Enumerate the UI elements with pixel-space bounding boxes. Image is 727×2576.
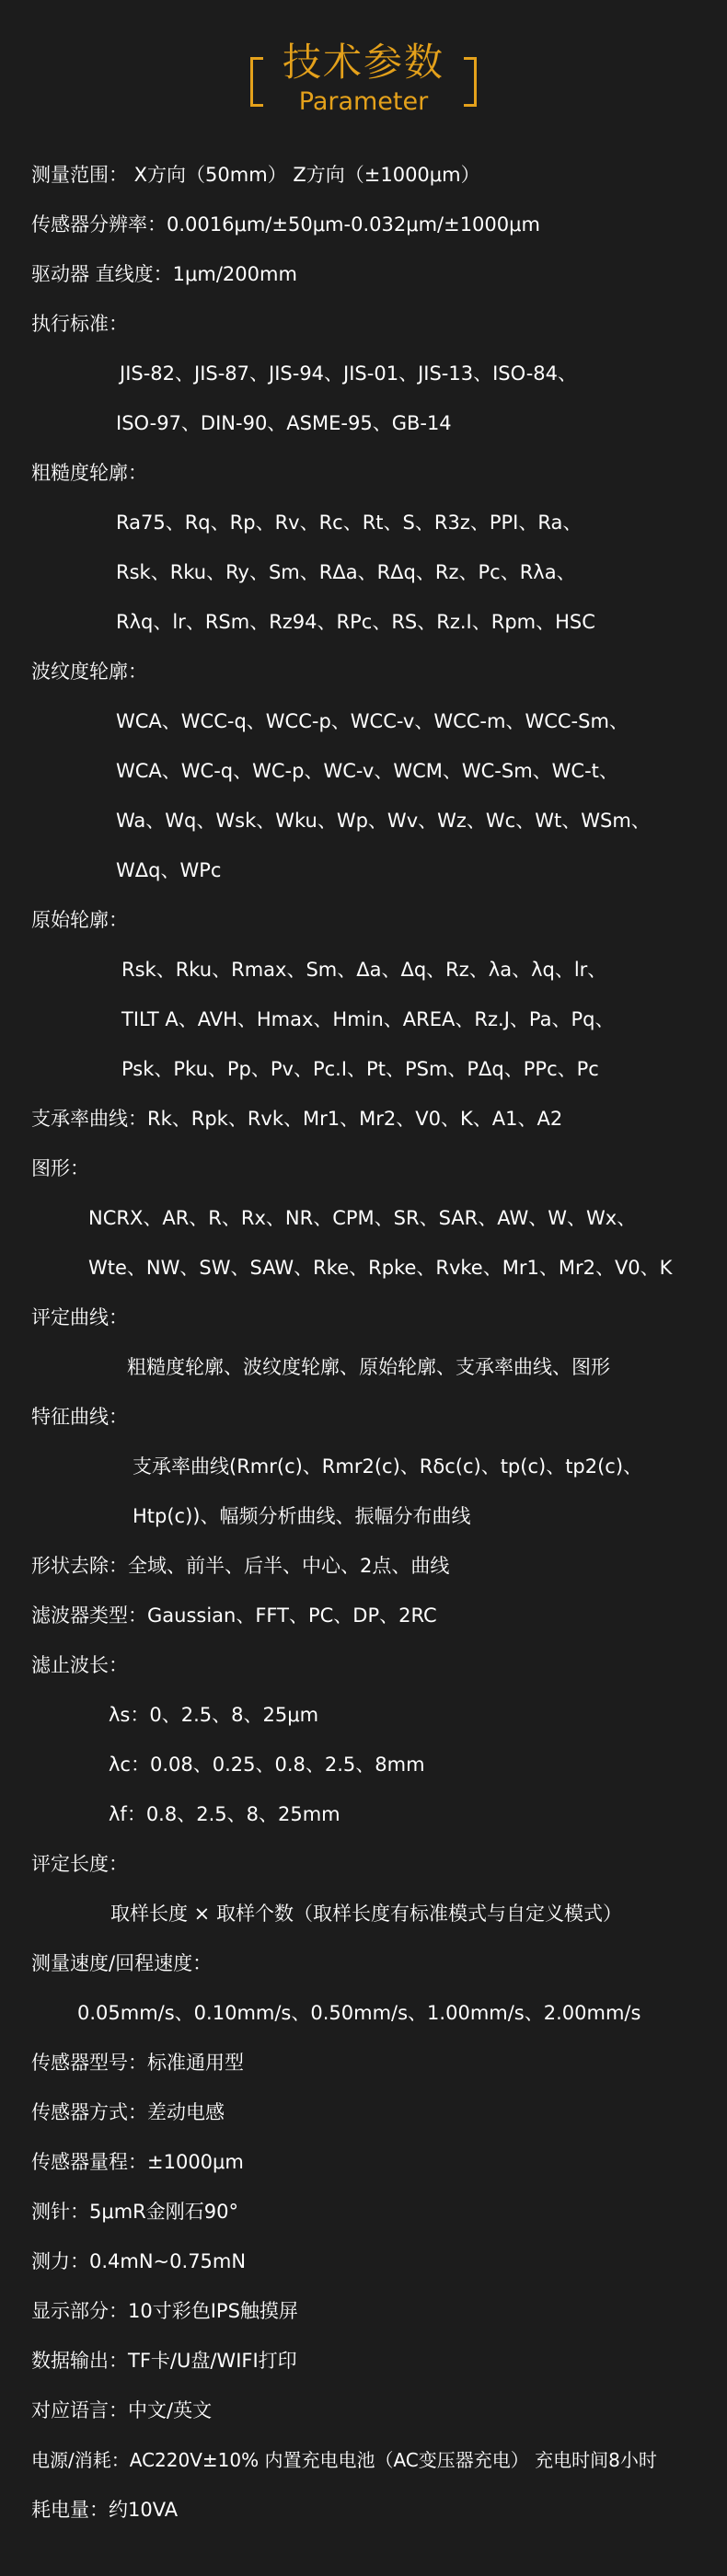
param-line: 数据输出：TF卡/U盘/WIFI打印 [31, 2350, 297, 2372]
param-line: Ra75、Rq、Rp、Rv、Rc、Rt、S、R3z、PPI、Ra、 [116, 512, 583, 534]
param-line: WCA、WC-q、WC-p、WC-v、WCM、WC-Sm、WC-t、 [116, 760, 618, 782]
param-line: 测力：0.4mN~0.75mN [31, 2250, 247, 2272]
param-line: 测量速度/回程速度： [31, 1952, 213, 1974]
param-line: 滤止波长： [31, 1654, 128, 1676]
param-line: λf：0.8、2.5、8、25mm [109, 1803, 340, 1825]
param-line: 形状去除：全域、前半、后半、中心、2点、曲线 [31, 1555, 450, 1577]
param-line: 传感器分辨率：0.0016μm/±50μm-0.032μm/±1000μm [31, 213, 540, 236]
param-line: λc：0.08、0.25、0.8、2.5、8mm [109, 1754, 425, 1776]
param-line: Rλq、lr、RSm、Rz94、RPc、RS、Rz.I、Rpm、HSC [116, 611, 595, 633]
param-line: 对应语言：中文/英文 [31, 2399, 213, 2421]
param-line: Wa、Wq、Wsk、Wku、Wp、Wv、Wz、Wc、Wt、WSm、 [116, 810, 651, 832]
section-header [0, 35, 727, 118]
param-line: Htp(c))、幅频分析曲线、振幅分布曲线 [133, 1505, 471, 1527]
section-title-en: Parameter [298, 87, 429, 116]
param-line: 评定长度： [31, 1853, 128, 1875]
param-line: 测针：5μmR金刚石90° [31, 2201, 238, 2223]
section-title-cn: 技术参数 [282, 40, 444, 85]
param-line: Wte、NW、SW、SAW、Rke、Rpke、Rvke、Mr1、Mr2、V0、K [88, 1257, 673, 1279]
param-line: 原始轮廓： [31, 909, 128, 931]
param-line: Rsk、Rku、Rmax、Sm、Δa、Δq、Rz、λa、λq、lr、 [121, 959, 607, 981]
param-line: 粗糙度轮廓： [31, 462, 147, 484]
param-line: 图形： [31, 1157, 89, 1179]
param-line: WΔq、WPc [116, 859, 222, 881]
param-line: NCRX、AR、R、Rx、NR、CPM、SR、SAR、AW、W、Wx、 [88, 1207, 637, 1229]
param-line: WCA、WCC-q、WCC-p、WCC-v、WCC-m、WCC-Sm、 [116, 710, 629, 732]
param-line: 执行标准： [31, 313, 128, 335]
param-line: 显示部分：10寸彩色IPS触摸屏 [31, 2300, 298, 2322]
param-line: Psk、Pku、Pp、Pv、Pc.I、Pt、PSm、PΔq、PPc、Pc [121, 1058, 599, 1080]
param-line: λs：0、2.5、8、25μm [109, 1704, 319, 1726]
param-line: 驱动器 直线度：1μm/200mm [31, 263, 297, 285]
param-line: 特征曲线： [31, 1406, 128, 1428]
param-line: 波纹度轮廓： [31, 661, 147, 683]
param-line: Rsk、Rku、Ry、Sm、RΔa、RΔq、Rz、Pc、Rλa、 [116, 561, 576, 583]
param-line: 滤波器类型：Gaussian、FFT、PC、DP、2RC [31, 1604, 437, 1627]
param-line: 支承率曲线(Rmr(c)、Rmr2(c)、Rδc(c)、tp(c)、tp2(c)、 [133, 1455, 643, 1478]
param-line: 评定曲线： [31, 1306, 128, 1328]
param-line: ISO-97、DIN-90、ASME-95、GB-14 [116, 412, 452, 434]
param-line: TILT A、AVH、Hmax、Hmin、AREA、Rz.J、Pa、Pq、 [121, 1008, 615, 1030]
param-line: 传感器量程：±1000μm [31, 2151, 244, 2173]
param-line: JIS-82、JIS-87、JIS-94、JIS-01、JIS-13、ISO-84、 [120, 362, 578, 385]
param-line: 测量范围： X方向（50mm） Z方向（±1000μm） [31, 164, 480, 186]
param-line: 传感器型号：标准通用型 [31, 2052, 244, 2074]
param-line: 传感器方式：差动电感 [31, 2101, 225, 2123]
param-line: 0.05mm/s、0.10mm/s、0.50mm/s、1.00mm/s、2.00mm/s [77, 2002, 641, 2024]
param-line: 支承率曲线：Rk、Rpk、Rvk、Mr1、Mr2、V0、K、A1、A2 [31, 1108, 563, 1130]
param-line: 取样长度 × 取样个数（取样长度有标准模式与自定义模式） [110, 1903, 622, 1925]
param-line: 耗电量：约10VA [31, 2499, 179, 2521]
param-line: 粗糙度轮廓、波纹度轮廓、原始轮廓、支承率曲线、图形 [127, 1356, 610, 1378]
param-line: 电源/消耗：AC220V±10% 内置充电电池（AC变压器充电） 充电时间8小时 [31, 2449, 657, 2471]
